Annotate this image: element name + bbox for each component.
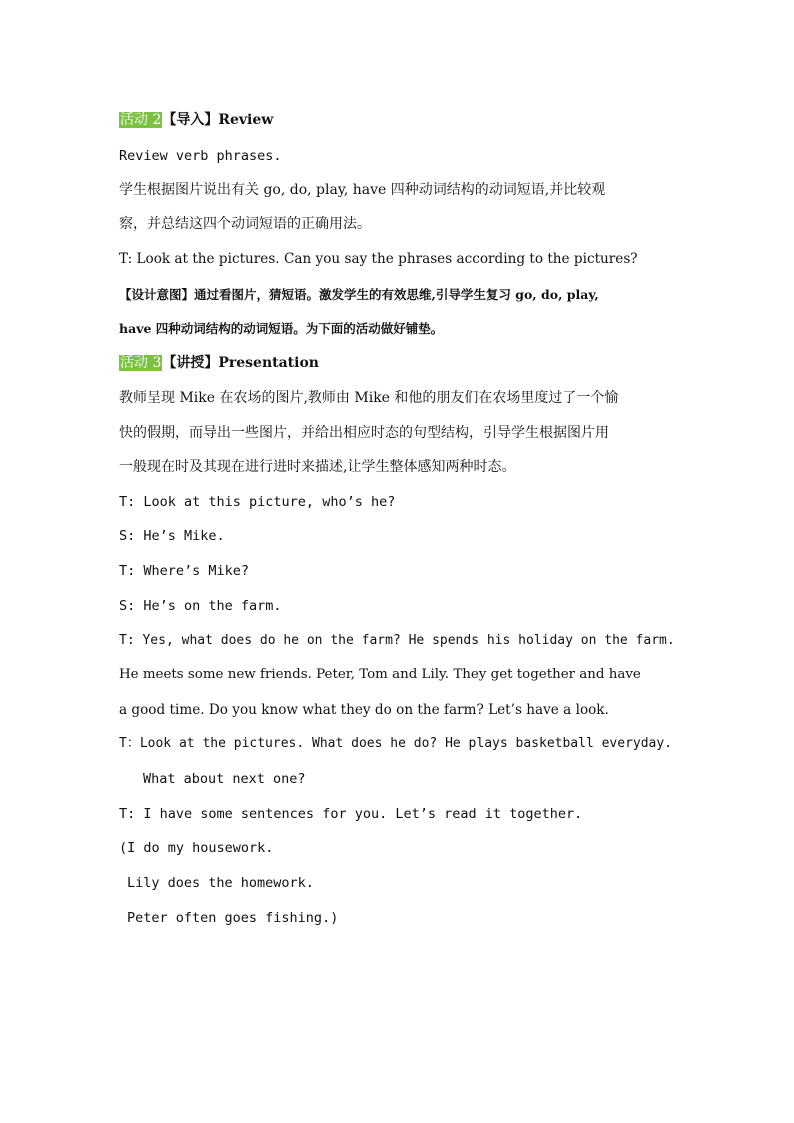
dialog-line: T: Where’s Mike?	[119, 563, 250, 579]
activity2-title: Review	[218, 112, 274, 128]
presentation-desc-1: 教师呈现 Mike 在农场的图片,教师由 Mike 和他的朋友们在农场里度过了一个愉	[119, 390, 619, 406]
review-desc-2: 察，并总结这四个动词短语的正确用法。	[119, 216, 371, 232]
teacher-prompt: T: Look at the pictures. Can you say the phrases according to the pictures?	[119, 251, 638, 267]
dialog-line: S: He’s on the farm.	[119, 598, 282, 614]
dialog-line: Lily does the homework.	[127, 875, 314, 891]
activity3-tag: 活动 3	[120, 355, 162, 371]
presentation-desc-3: 一般现在时及其现在进行进时来描述,让学生整体感知两种时态。	[119, 459, 516, 475]
dialog-line: (I do my housework.	[119, 840, 274, 856]
dialog-line: T: Look at this picture, who’s he?	[119, 494, 396, 510]
dialog-line: T: Yes, what does do he on the farm? He spends his holiday on the farm.	[119, 633, 675, 648]
design-intent-2: have 四种动词结构的动词短语。为下面的活动做好铺垫。	[119, 321, 444, 336]
dialog-line: T：Look at the pictures. What does he do? He plays basketball everyday.	[119, 736, 673, 751]
presentation-desc-2: 快的假期，而导出一些图片，并给出相应时态的句型结构，引导学生根据图片用	[119, 425, 609, 441]
dialog-line: S: He’s Mike.	[119, 528, 225, 544]
activity2-heading	[119, 110, 273, 130]
activity3-heading	[119, 353, 319, 373]
design-intent-1: 【设计意图】通过看图片，猜短语。激发学生的有效思维,引导学生复习 go, do, play,	[119, 287, 599, 302]
review-desc-1: 学生根据图片说出有关 go, do, play, have 四种动词结构的动词短语,并比较观	[119, 182, 606, 198]
dialog-line: Peter often goes fishing.)	[127, 910, 339, 926]
activity2-tag: 活动 2	[120, 112, 162, 128]
dialog-line: What about next one?	[143, 771, 306, 787]
dialog-line: He meets some new friends. Peter, Tom and Lily. They get together and have	[119, 667, 641, 682]
dialog-line: a good time. Do you know what they do on the farm? Let’s have a look.	[119, 702, 609, 718]
dialog-line: T: I have some sentences for you. Let’s read it together.	[119, 806, 583, 822]
activity2-bracket: 【导入】	[162, 112, 219, 128]
review-line: Review verb phrases.	[119, 148, 282, 164]
activity3-title: Presentation	[218, 355, 319, 371]
activity3-bracket: 【讲授】	[162, 355, 219, 371]
